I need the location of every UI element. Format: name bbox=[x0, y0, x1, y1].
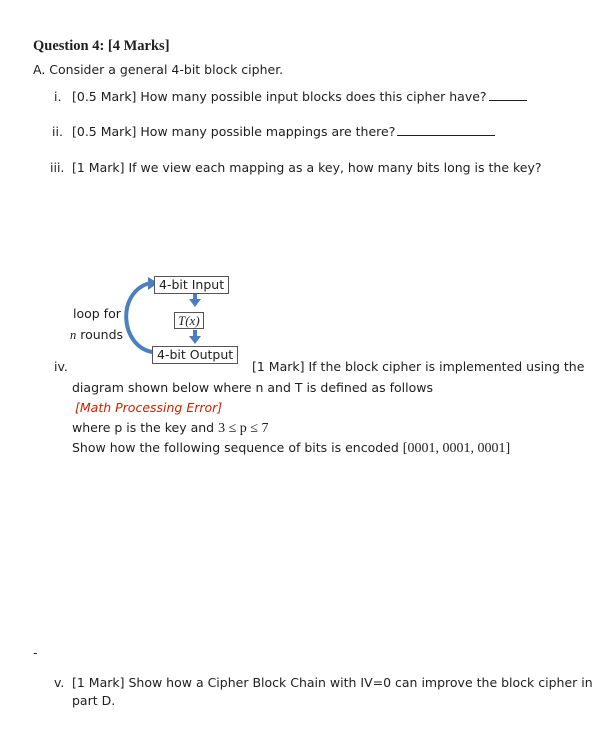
item-iv-line5 bbox=[72, 440, 510, 457]
key-definition-text: where p is the key and bbox=[72, 420, 219, 435]
function-box: T(x) bbox=[174, 312, 204, 329]
loop-n-symbol: n bbox=[70, 328, 77, 342]
item-iii-text: [1 Mark] If we view each mapping as a key, how many bits long is the key? bbox=[72, 160, 542, 175]
item-ii-text: [0.5 Mark] How many possible mappings are there? bbox=[72, 124, 396, 139]
item-v-number: v. bbox=[54, 675, 65, 690]
math-processing-error: [Math Processing Error] bbox=[75, 400, 223, 415]
item-iv-line2: diagram shown below where n and T is defined as follows bbox=[72, 380, 433, 395]
part-a-heading: A. Consider a general 4-bit block cipher. bbox=[33, 62, 284, 77]
loop-label-1: loop for bbox=[73, 306, 121, 321]
item-iv-line4 bbox=[72, 420, 268, 437]
item-v-line1: [1 Mark] Show how a Cipher Block Chain with IV=0 can improve the block cipher in bbox=[72, 675, 593, 690]
encode-instruction: Show how the following sequence of bits is encoded bbox=[72, 440, 403, 455]
item-iii-number: iii. bbox=[50, 160, 65, 175]
bit-sequence: [0001, 0001, 0001] bbox=[402, 441, 511, 456]
input-box: 4-bit Input bbox=[154, 276, 229, 294]
item-ii-number: ii. bbox=[52, 124, 63, 139]
item-i-text: [0.5 Mark] How many possible input blocks does this cipher have? bbox=[72, 89, 487, 104]
arrow-t-to-output bbox=[189, 330, 201, 344]
arrow-input-to-t bbox=[189, 293, 201, 307]
item-i-number: i. bbox=[54, 89, 62, 104]
item-iv-number: iv. bbox=[54, 359, 68, 374]
loop-rounds-text: rounds bbox=[76, 327, 124, 342]
item-v-line2: part D. bbox=[72, 693, 116, 708]
loop-arrow bbox=[126, 283, 152, 352]
question-title: Question 4: [4 Marks] bbox=[33, 38, 170, 54]
key-range-math: 3 ≤ p ≤ 7 bbox=[218, 421, 269, 436]
loop-label-2 bbox=[70, 327, 123, 343]
item-iv-line1: [1 Mark] If the block cipher is implemented using the bbox=[252, 359, 585, 374]
stray-dash: - bbox=[33, 645, 38, 660]
output-box: 4-bit Output bbox=[152, 346, 238, 364]
